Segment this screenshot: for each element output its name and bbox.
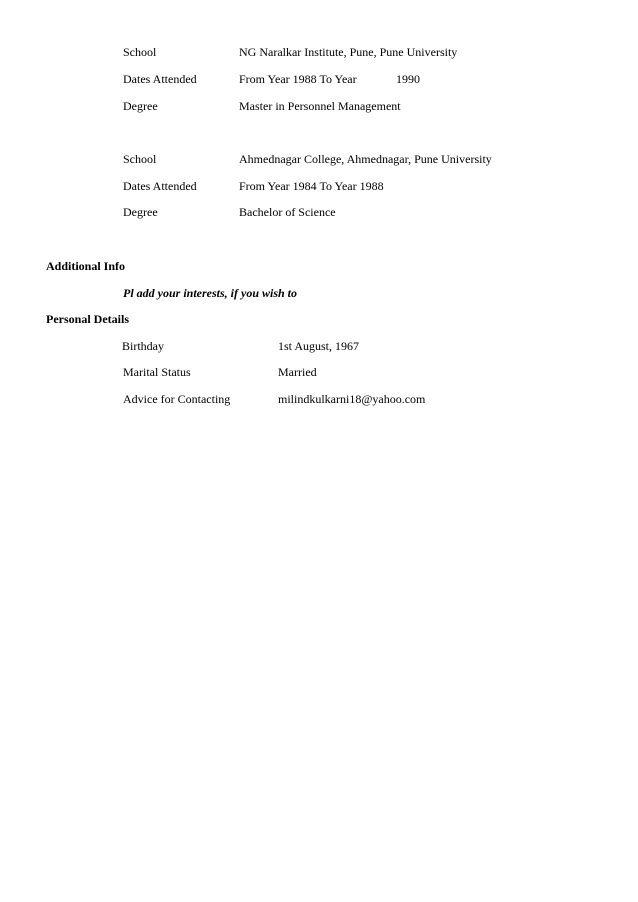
education-1-degree-value: Master in Personnel Management [239,99,401,113]
education-2-school-value: Ahmednagar College, Ahmednagar, Pune University [239,152,492,166]
additional-info-heading: Additional Info [46,259,126,273]
birthday-label: Birthday [122,339,164,353]
education-1-dates-label: Dates Attended [123,72,197,86]
personal-details-heading: Personal Details [46,312,129,326]
contact-email: milindkulkarni18@yahoo.com [278,392,426,406]
education-1-school-value: NG Naralkar Institute, Pune, Pune University [239,45,458,59]
education-2-dates-value: From Year 1984 To Year 1988 [239,179,384,193]
additional-info-note: Pl add your interests, if you wish to [123,286,298,300]
marital-status-value: Married [278,365,317,379]
marital-status-label: Marital Status [123,365,191,379]
contact-label: Advice for Contacting [123,392,231,406]
education-1-degree-label: Degree [123,99,158,113]
education-2-degree-value: Bachelor of Science [239,205,336,219]
education-1-school-label: School [123,45,157,59]
education-2-school-label: School [123,152,157,166]
birthday-value: 1st August, 1967 [278,339,360,353]
education-2-dates-label: Dates Attended [123,179,197,193]
education-1-dates-value: From Year 1988 To Year [239,72,357,86]
education-1-dates-end: 1990 [396,72,420,86]
education-2-degree-label: Degree [123,205,158,219]
